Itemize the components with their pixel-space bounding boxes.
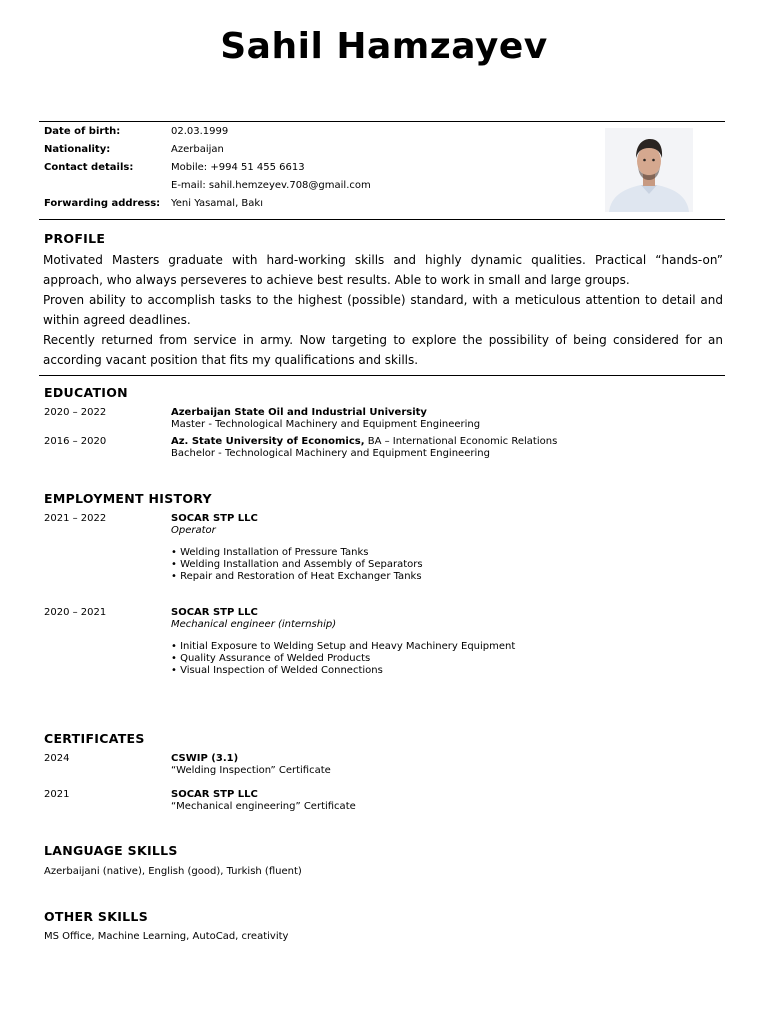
- language-title: LANGUAGE SKILLS: [44, 843, 178, 858]
- other-skills-title: OTHER SKILLS: [44, 909, 149, 924]
- education-title: EDUCATION: [44, 385, 128, 400]
- duty-item: • Visual Inspection of Welded Connections: [171, 665, 383, 676]
- degree: Bachelor - Technological Machinery and Equipment Engineering: [171, 448, 490, 459]
- duty-item: • Welding Installation and Assembly of Separators: [171, 559, 423, 570]
- contact-label: Contact details:: [44, 162, 134, 173]
- profile-paragraph: Proven ability to accomplish tasks to the highest (possible) standard, with a meticulous attention to detail and within agreed deadlines.: [43, 293, 723, 327]
- divider: [39, 375, 725, 376]
- company-name: SOCAR STP LLC: [171, 607, 258, 618]
- degree: Master - Technological Machinery and Equipment Engineering: [171, 419, 481, 430]
- education-dates: 2020 – 2022: [44, 407, 107, 418]
- nationality-label: Nationality:: [44, 144, 111, 155]
- school-name: Az. State University of Economics,: [171, 436, 365, 447]
- job-role: Mechanical engineer (internship): [171, 619, 337, 630]
- company-name: SOCAR STP LLC: [171, 513, 258, 524]
- school-name: Azerbaijan State Oil and Industrial University: [171, 407, 427, 418]
- duty-item: • Quality Assurance of Welded Products: [171, 653, 371, 664]
- profile-paragraph: Motivated Masters graduate with hard-working skills and highly dynamic qualities. Practical “hands-on” approach, who always perseveres to achieve best results. Able to work in small and large groups.: [43, 253, 723, 287]
- duty-item: • Initial Exposure to Welding Setup and Heavy Machinery Equipment: [171, 641, 516, 652]
- divider: [39, 121, 725, 122]
- certificates-title: CERTIFICATES: [44, 731, 145, 746]
- certificate-name: CSWIP (3.1): [171, 753, 239, 764]
- certificate-year: 2024: [44, 753, 70, 764]
- certificate-name: SOCAR STP LLC: [171, 789, 258, 800]
- profile-title: PROFILE: [44, 231, 106, 246]
- education-dates: 2016 – 2020: [44, 436, 107, 447]
- certificate-desc: “Welding Inspection” Certificate: [171, 765, 331, 776]
- employment-dates: 2020 – 2021: [44, 607, 107, 618]
- dob-value: 02.03.1999: [171, 126, 229, 137]
- profile-text: [43, 250, 723, 370]
- profile-photo: [605, 128, 693, 212]
- cv-name: Sahil Hamzayev: [220, 26, 548, 67]
- employment-title: EMPLOYMENT HISTORY: [44, 491, 212, 506]
- profile-paragraph: Recently returned from service in army. Now targeting to explore the possibility of being considered for an according vacant position that fits my qualifications and skills.: [43, 333, 723, 367]
- certificate-desc: “Mechanical engineering” Certificate: [171, 801, 356, 812]
- email-value[interactable]: E-mail: sahil.hemzeyev.708@gmail.com: [171, 180, 371, 191]
- divider: [39, 219, 725, 220]
- employment-dates: 2021 – 2022: [44, 513, 107, 524]
- school-extra: BA – International Economic Relations: [364, 436, 558, 447]
- other-skills-text: MS Office, Machine Learning, AutoCad, creativity: [44, 931, 289, 942]
- certificate-year: 2021: [44, 789, 70, 800]
- duty-item: • Repair and Restoration of Heat Exchanger Tanks: [171, 571, 422, 582]
- nationality-value: Azerbaijan: [171, 144, 224, 155]
- mobile-value: Mobile: +994 51 455 6613: [171, 162, 305, 173]
- address-label: Forwarding address:: [44, 198, 161, 209]
- address-value: Yeni Yasamal, Bakı: [171, 198, 263, 209]
- person-portrait-icon: [605, 128, 693, 212]
- duty-item: • Welding Installation of Pressure Tanks: [171, 547, 369, 558]
- language-text: Azerbaijani (native), English (good), Turkish (fluent): [44, 866, 302, 877]
- dob-label: Date of birth:: [44, 126, 121, 137]
- job-role: Operator: [171, 525, 216, 536]
